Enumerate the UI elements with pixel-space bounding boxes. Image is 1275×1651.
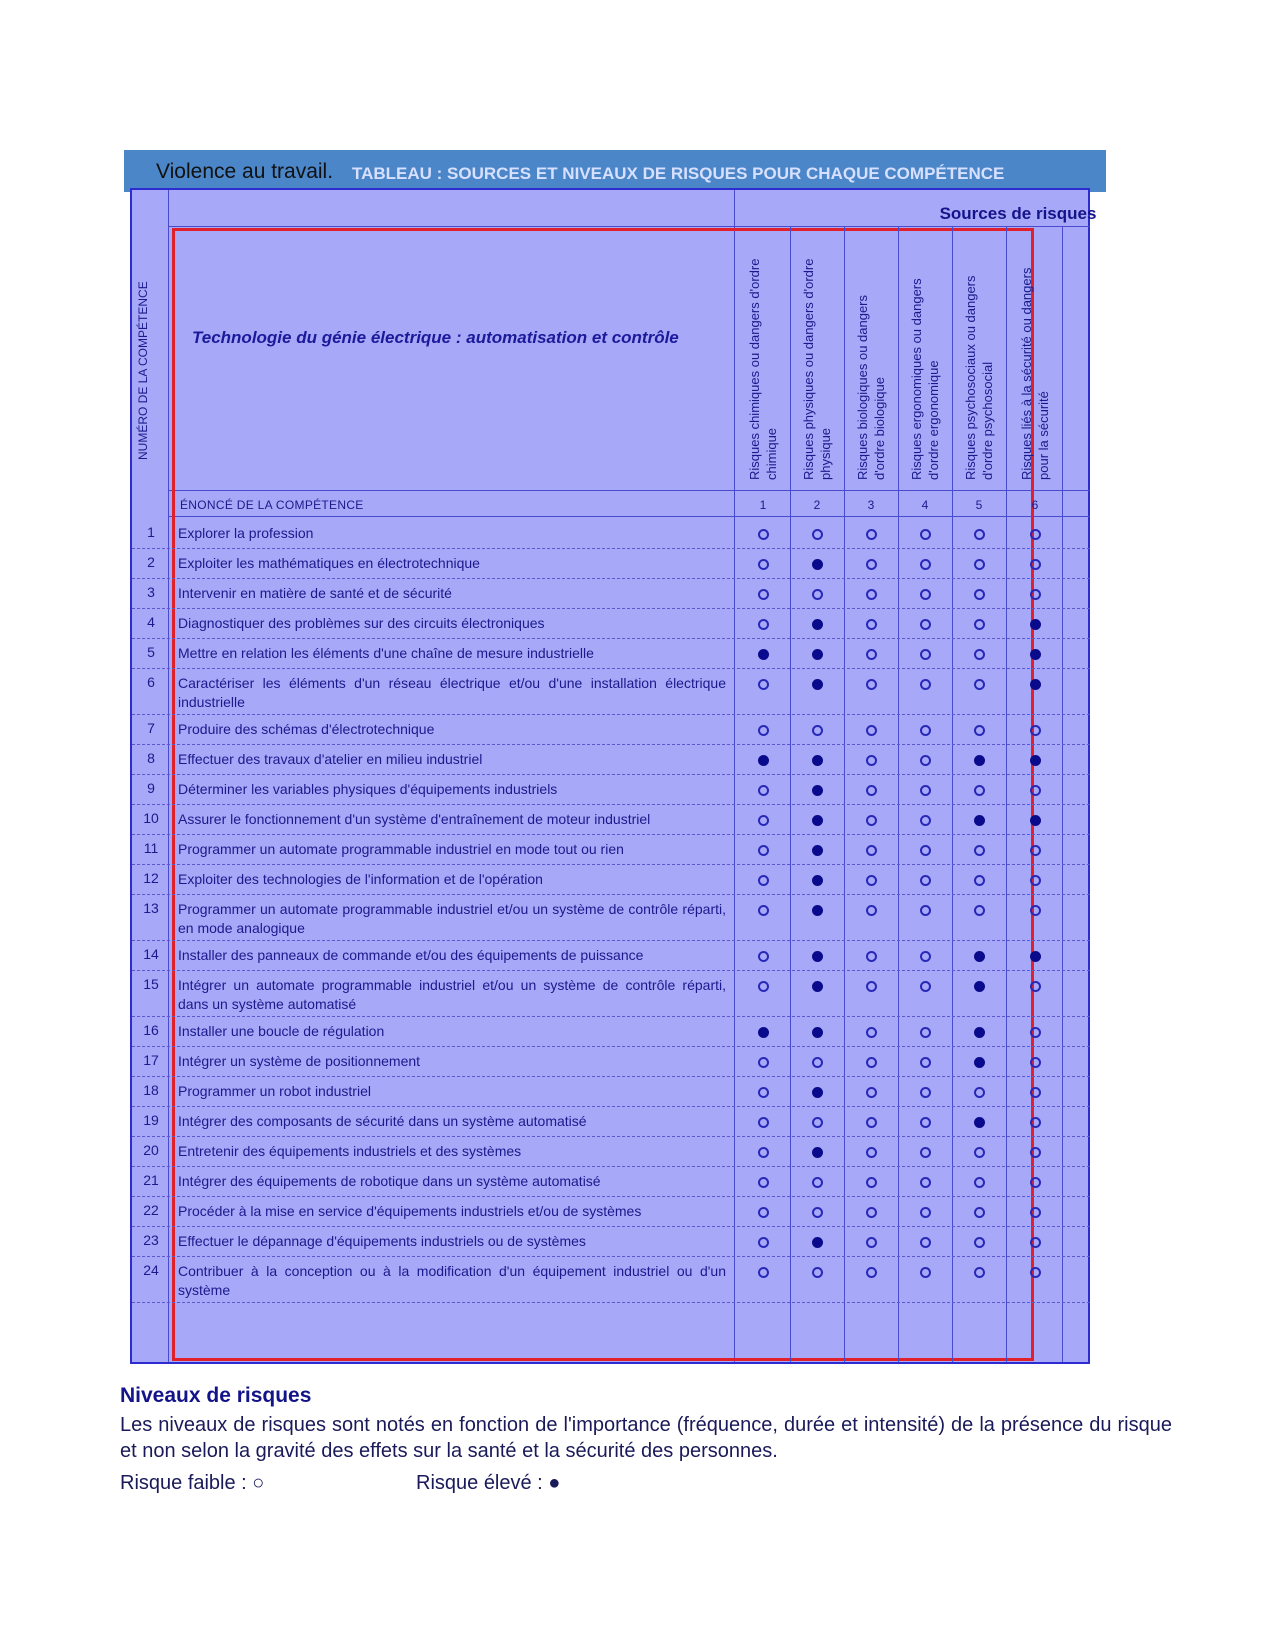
source-header (844, 250, 898, 482)
low-risk-dot (974, 1267, 985, 1278)
competence-statement: Intégrer un système de positionnement (178, 1053, 421, 1069)
low-risk-dot (866, 755, 877, 766)
low-risk-dot (974, 1237, 985, 1248)
low-risk-dot (1030, 845, 1041, 856)
low-risk-dot (920, 1237, 931, 1248)
low-risk-dot (758, 815, 769, 826)
high-risk-dot (812, 905, 823, 916)
low-risk-dot (974, 905, 985, 916)
competence-statement: Exploiter des technologies de l'information et de l'opération (178, 871, 543, 887)
high-risk-dot (812, 875, 823, 886)
competence-statement: Diagnostiquer des problèmes sur des circuits électroniques (178, 615, 545, 631)
low-risk-dot (1030, 981, 1041, 992)
competence-number: 1 (147, 524, 155, 540)
low-risk-dot (1030, 785, 1041, 796)
low-risk-dot (974, 1147, 985, 1158)
row-divider (132, 834, 1090, 835)
competence-statement: Installer des panneaux de commande et/ou des équipements de puissance (178, 947, 644, 963)
high-risk-dot (1030, 815, 1041, 826)
low-risk-dot (974, 529, 985, 540)
high-risk-dot (1030, 679, 1041, 690)
low-risk-dot (758, 875, 769, 886)
low-risk-dot (920, 951, 931, 962)
legend-low-risk: Risque faible : ○ (120, 1472, 265, 1494)
low-risk-dot (866, 1057, 877, 1068)
competence-number: 14 (143, 946, 159, 962)
column-divider (1006, 226, 1007, 1362)
low-risk-dot (866, 815, 877, 826)
low-risk-dot (920, 875, 931, 886)
low-risk-dot (920, 1147, 931, 1158)
row-divider (132, 970, 1090, 971)
row-divider (132, 578, 1090, 579)
row-divider (132, 774, 1090, 775)
low-risk-dot (758, 905, 769, 916)
competence-statement: Entretenir des équipements industriels et des systèmes (178, 1143, 522, 1159)
low-risk-dot (758, 1087, 769, 1098)
low-risk-dot (758, 619, 769, 630)
competence-statement: Intégrer des composants de sécurité dans un système automatisé (178, 1113, 587, 1129)
competence-statement: Intégrer un automate programmable industriel et/ou un système de contrôle réparti, dans un système automatisé (178, 977, 726, 1012)
row-divider (132, 668, 1090, 669)
low-risk-dot (920, 1057, 931, 1068)
high-risk-dot (812, 1027, 823, 1038)
high-risk-dot (812, 981, 823, 992)
high-risk-dot (812, 815, 823, 826)
competence-number: 4 (147, 614, 155, 630)
high-risk-dot (758, 649, 769, 660)
competence-number: 19 (143, 1112, 159, 1128)
low-risk-dot (866, 619, 877, 630)
column-divider (734, 190, 735, 1362)
high-risk-dot (1030, 951, 1041, 962)
competence-number: 7 (147, 720, 155, 736)
low-risk-dot (974, 559, 985, 570)
row-divider (132, 1196, 1090, 1197)
low-risk-dot (866, 1147, 877, 1158)
competence-statement: Procéder à la mise en service d'équipements industriels et/ou de systèmes (178, 1203, 642, 1219)
low-risk-dot (866, 559, 877, 570)
low-risk-dot (1030, 1267, 1041, 1278)
low-risk-dot (1030, 1237, 1041, 1248)
low-risk-dot (1030, 1087, 1041, 1098)
high-risk-dot (812, 1237, 823, 1248)
low-risk-dot (1030, 1177, 1041, 1188)
high-risk-dot (812, 755, 823, 766)
table-title: TABLEAU : SOURCES ET NIVEAUX DE RISQUES POUR CHAQUE COMPÉTENCE (352, 164, 1005, 183)
competence-statement: Produire des schémas d'électrotechnique (178, 721, 435, 737)
competence-statement: Exploiter les mathématiques en électrotechnique (178, 555, 480, 571)
low-risk-dot (866, 679, 877, 690)
source-header-label: Risques liés à la sécurité ou dangers pour la sécurité (1019, 267, 1051, 480)
low-risk-dot (1030, 1117, 1041, 1128)
source-header (952, 250, 1006, 482)
competence-statement: Effectuer des travaux d'atelier en milieu industriel (178, 751, 483, 767)
low-risk-dot (758, 1057, 769, 1068)
low-risk-dot (1030, 1147, 1041, 1158)
low-risk-dot (758, 1147, 769, 1158)
source-header-label: Risques psychosociaux ou dangers d'ordre psychosocial (963, 275, 995, 480)
low-risk-dot (1030, 725, 1041, 736)
row-divider (132, 1136, 1090, 1137)
low-risk-dot (812, 529, 823, 540)
low-risk-dot (866, 1267, 877, 1278)
source-header (898, 250, 952, 482)
low-risk-dot (974, 785, 985, 796)
competence-statement: Installer une boucle de régulation (178, 1023, 385, 1039)
low-risk-dot (758, 559, 769, 570)
source-header (790, 250, 844, 482)
competence-number: 2 (147, 554, 155, 570)
high-risk-dot (812, 1147, 823, 1158)
low-risk-dot (866, 785, 877, 796)
column-divider (1062, 226, 1063, 1362)
competence-number: 12 (143, 870, 159, 886)
low-risk-dot (1030, 589, 1041, 600)
row-divider (132, 744, 1090, 745)
low-risk-dot (866, 1117, 877, 1128)
competence-number-label: NUMÉRO DE LA COMPÉTENCE (136, 281, 150, 460)
high-risk-dot (758, 755, 769, 766)
competence-number: 8 (147, 750, 155, 766)
high-risk-dot (1030, 649, 1041, 660)
low-risk-dot (866, 1027, 877, 1038)
sources-title: Sources de risques (939, 204, 1097, 223)
program-title: Technologie du génie électrique : automatisation et contrôle (192, 328, 679, 347)
high-risk-dot (1030, 619, 1041, 630)
low-risk-dot (866, 875, 877, 886)
statement-label: ÉNONCÉ DE LA COMPÉTENCE (180, 498, 364, 512)
low-risk-dot (920, 589, 931, 600)
low-risk-dot (1030, 875, 1041, 886)
source-number: 2 (813, 498, 821, 512)
low-risk-dot (812, 1177, 823, 1188)
competence-statement: Programmer un automate programmable industriel en mode tout ou rien (178, 841, 624, 857)
low-risk-dot (758, 1117, 769, 1128)
competence-statement: Programmer un robot industriel (178, 1083, 371, 1099)
competence-number: 13 (143, 900, 159, 916)
high-risk-dot (812, 679, 823, 690)
competence-statement: Mettre en relation les éléments d'une chaîne de mesure industrielle (178, 645, 594, 661)
competence-number: 20 (143, 1142, 159, 1158)
low-risk-dot (866, 1237, 877, 1248)
row-divider (132, 1046, 1090, 1047)
low-risk-dot (758, 1267, 769, 1278)
low-risk-dot (866, 725, 877, 736)
low-risk-dot (920, 1117, 931, 1128)
row-divider (132, 548, 1090, 549)
low-risk-dot (812, 725, 823, 736)
low-risk-dot (758, 1237, 769, 1248)
low-risk-dot (1030, 559, 1041, 570)
low-risk-dot (758, 529, 769, 540)
competence-number: 11 (143, 840, 159, 856)
low-risk-dot (812, 1207, 823, 1218)
low-risk-dot (974, 679, 985, 690)
low-risk-dot (812, 1057, 823, 1068)
low-risk-dot (920, 1027, 931, 1038)
low-risk-dot (920, 981, 931, 992)
high-risk-dot (812, 951, 823, 962)
low-risk-dot (1030, 1057, 1041, 1068)
low-risk-dot (866, 951, 877, 962)
low-risk-dot (758, 785, 769, 796)
low-risk-dot (920, 619, 931, 630)
high-risk-dot (812, 559, 823, 570)
source-header (736, 250, 790, 482)
low-risk-dot (974, 845, 985, 856)
low-risk-dot (866, 845, 877, 856)
row-divider (132, 1016, 1090, 1017)
low-risk-dot (758, 679, 769, 690)
competence-number: 5 (147, 644, 155, 660)
competence-number: 18 (143, 1082, 159, 1098)
competence-number: 17 (143, 1052, 159, 1068)
high-risk-dot (974, 1117, 985, 1128)
high-risk-dot (974, 815, 985, 826)
competence-statement: Contribuer à la conception ou à la modification d'un équipement industriel ou d'un système (178, 1263, 726, 1298)
low-risk-dot (812, 589, 823, 600)
column-divider (168, 190, 169, 1362)
low-risk-dot (758, 589, 769, 600)
source-header (1008, 250, 1062, 482)
high-risk-dot (812, 845, 823, 856)
row-divider (132, 864, 1090, 865)
low-risk-dot (974, 725, 985, 736)
low-risk-dot (866, 1207, 877, 1218)
low-risk-dot (974, 1207, 985, 1218)
low-risk-dot (974, 875, 985, 886)
high-risk-dot (1030, 755, 1041, 766)
competence-number: 6 (147, 674, 155, 690)
row-divider (132, 608, 1090, 609)
low-risk-dot (920, 1177, 931, 1188)
competence-number: 24 (143, 1262, 159, 1278)
competence-number: 16 (143, 1022, 159, 1038)
source-number: 1 (759, 498, 767, 512)
low-risk-dot (1030, 905, 1041, 916)
competence-statement: Programmer un automate programmable industriel et/ou un système de contrôle réparti, en mode analogique (178, 901, 726, 936)
low-risk-dot (758, 981, 769, 992)
low-risk-dot (1030, 1207, 1041, 1218)
competence-number: 3 (147, 584, 155, 600)
source-number: 6 (1031, 498, 1039, 512)
source-number: 3 (867, 498, 875, 512)
competence-statement: Explorer la profession (178, 525, 314, 541)
levels-explanation: Les niveaux de risques sont notés en fonction de l'importance (fréquence, durée et intensité) de la présence du risque et non selon la gravité des effets sur la santé et la sécurité des personnes. (120, 1414, 1172, 1462)
low-risk-dot (920, 1267, 931, 1278)
competence-statement: Assurer le fonctionnement d'un système d'entraînement de moteur industriel (178, 811, 651, 827)
low-risk-dot (974, 1087, 985, 1098)
low-risk-dot (812, 1267, 823, 1278)
low-risk-dot (758, 1207, 769, 1218)
competence-number: 23 (143, 1232, 159, 1248)
high-risk-dot (758, 1027, 769, 1038)
banner-prefix: Violence au travail. (156, 160, 334, 183)
low-risk-dot (758, 1177, 769, 1188)
competence-number: 15 (143, 976, 159, 992)
row-divider (132, 940, 1090, 941)
risk-table (130, 188, 1097, 1364)
low-risk-dot (812, 1117, 823, 1128)
source-header-label: Risques physiques ou dangers d'ordre physique (801, 258, 833, 480)
competence-number: 22 (143, 1202, 159, 1218)
competence-number: 9 (147, 780, 155, 796)
row-divider (132, 638, 1090, 639)
high-risk-dot (812, 619, 823, 630)
low-risk-dot (920, 559, 931, 570)
levels-title: Niveaux de risques (120, 1384, 312, 1407)
low-risk-dot (920, 725, 931, 736)
low-risk-dot (866, 1087, 877, 1098)
competence-statement: Caractériser les éléments d'un réseau électrique et/ou d'une installation électrique industrielle (178, 675, 726, 710)
high-risk-dot (974, 755, 985, 766)
low-risk-dot (758, 951, 769, 962)
low-risk-dot (920, 755, 931, 766)
high-risk-dot (812, 785, 823, 796)
low-risk-dot (920, 529, 931, 540)
high-risk-dot (974, 1057, 985, 1068)
row-divider (132, 1106, 1090, 1107)
row-divider (132, 714, 1090, 715)
low-risk-dot (866, 981, 877, 992)
low-risk-dot (920, 1087, 931, 1098)
low-risk-dot (920, 905, 931, 916)
source-number: 5 (975, 498, 983, 512)
high-risk-dot (974, 951, 985, 962)
low-risk-dot (920, 815, 931, 826)
table-banner (124, 150, 1106, 192)
high-risk-dot (812, 1087, 823, 1098)
row-divider (132, 1076, 1090, 1077)
low-risk-dot (1030, 529, 1041, 540)
low-risk-dot (758, 845, 769, 856)
low-risk-dot (758, 725, 769, 736)
low-risk-dot (920, 679, 931, 690)
low-risk-dot (866, 649, 877, 660)
low-risk-dot (1030, 1027, 1041, 1038)
source-header-label: Risques chimiques ou dangers d'ordre chimique (747, 258, 779, 480)
low-risk-dot (920, 1207, 931, 1218)
low-risk-dot (866, 1177, 877, 1188)
high-risk-dot (974, 981, 985, 992)
competence-statement: Déterminer les variables physiques d'équipements industriels (178, 781, 558, 797)
low-risk-dot (920, 845, 931, 856)
legend-high-risk: Risque élevé : ● (416, 1472, 561, 1494)
high-risk-dot (812, 649, 823, 660)
low-risk-dot (866, 905, 877, 916)
source-header-label: Risques ergonomiques ou dangers d'ordre ergonomique (909, 278, 941, 480)
competence-statement: Intégrer des équipements de robotique dans un système automatisé (178, 1173, 601, 1189)
row-divider (132, 1166, 1090, 1167)
row-divider (132, 1302, 1090, 1303)
low-risk-dot (974, 619, 985, 630)
source-header-label: Risques biologiques ou dangers d'ordre biologique (855, 294, 887, 480)
row-divider (132, 1226, 1090, 1227)
competence-number: 21 (143, 1172, 159, 1188)
competence-statement: Effectuer le dépannage d'équipements industriels ou de systèmes (178, 1233, 586, 1249)
low-risk-dot (974, 1177, 985, 1188)
low-risk-dot (866, 529, 877, 540)
low-risk-dot (920, 649, 931, 660)
low-risk-dot (920, 785, 931, 796)
low-risk-dot (974, 649, 985, 660)
high-risk-dot (974, 1027, 985, 1038)
competence-statement: Intervenir en matière de santé et de sécurité (178, 585, 452, 601)
row-divider (132, 804, 1090, 805)
low-risk-dot (974, 589, 985, 600)
row-divider (132, 1256, 1090, 1257)
competence-number: 10 (143, 810, 159, 826)
low-risk-dot (866, 589, 877, 600)
row-divider (132, 894, 1090, 895)
source-number: 4 (921, 498, 929, 512)
